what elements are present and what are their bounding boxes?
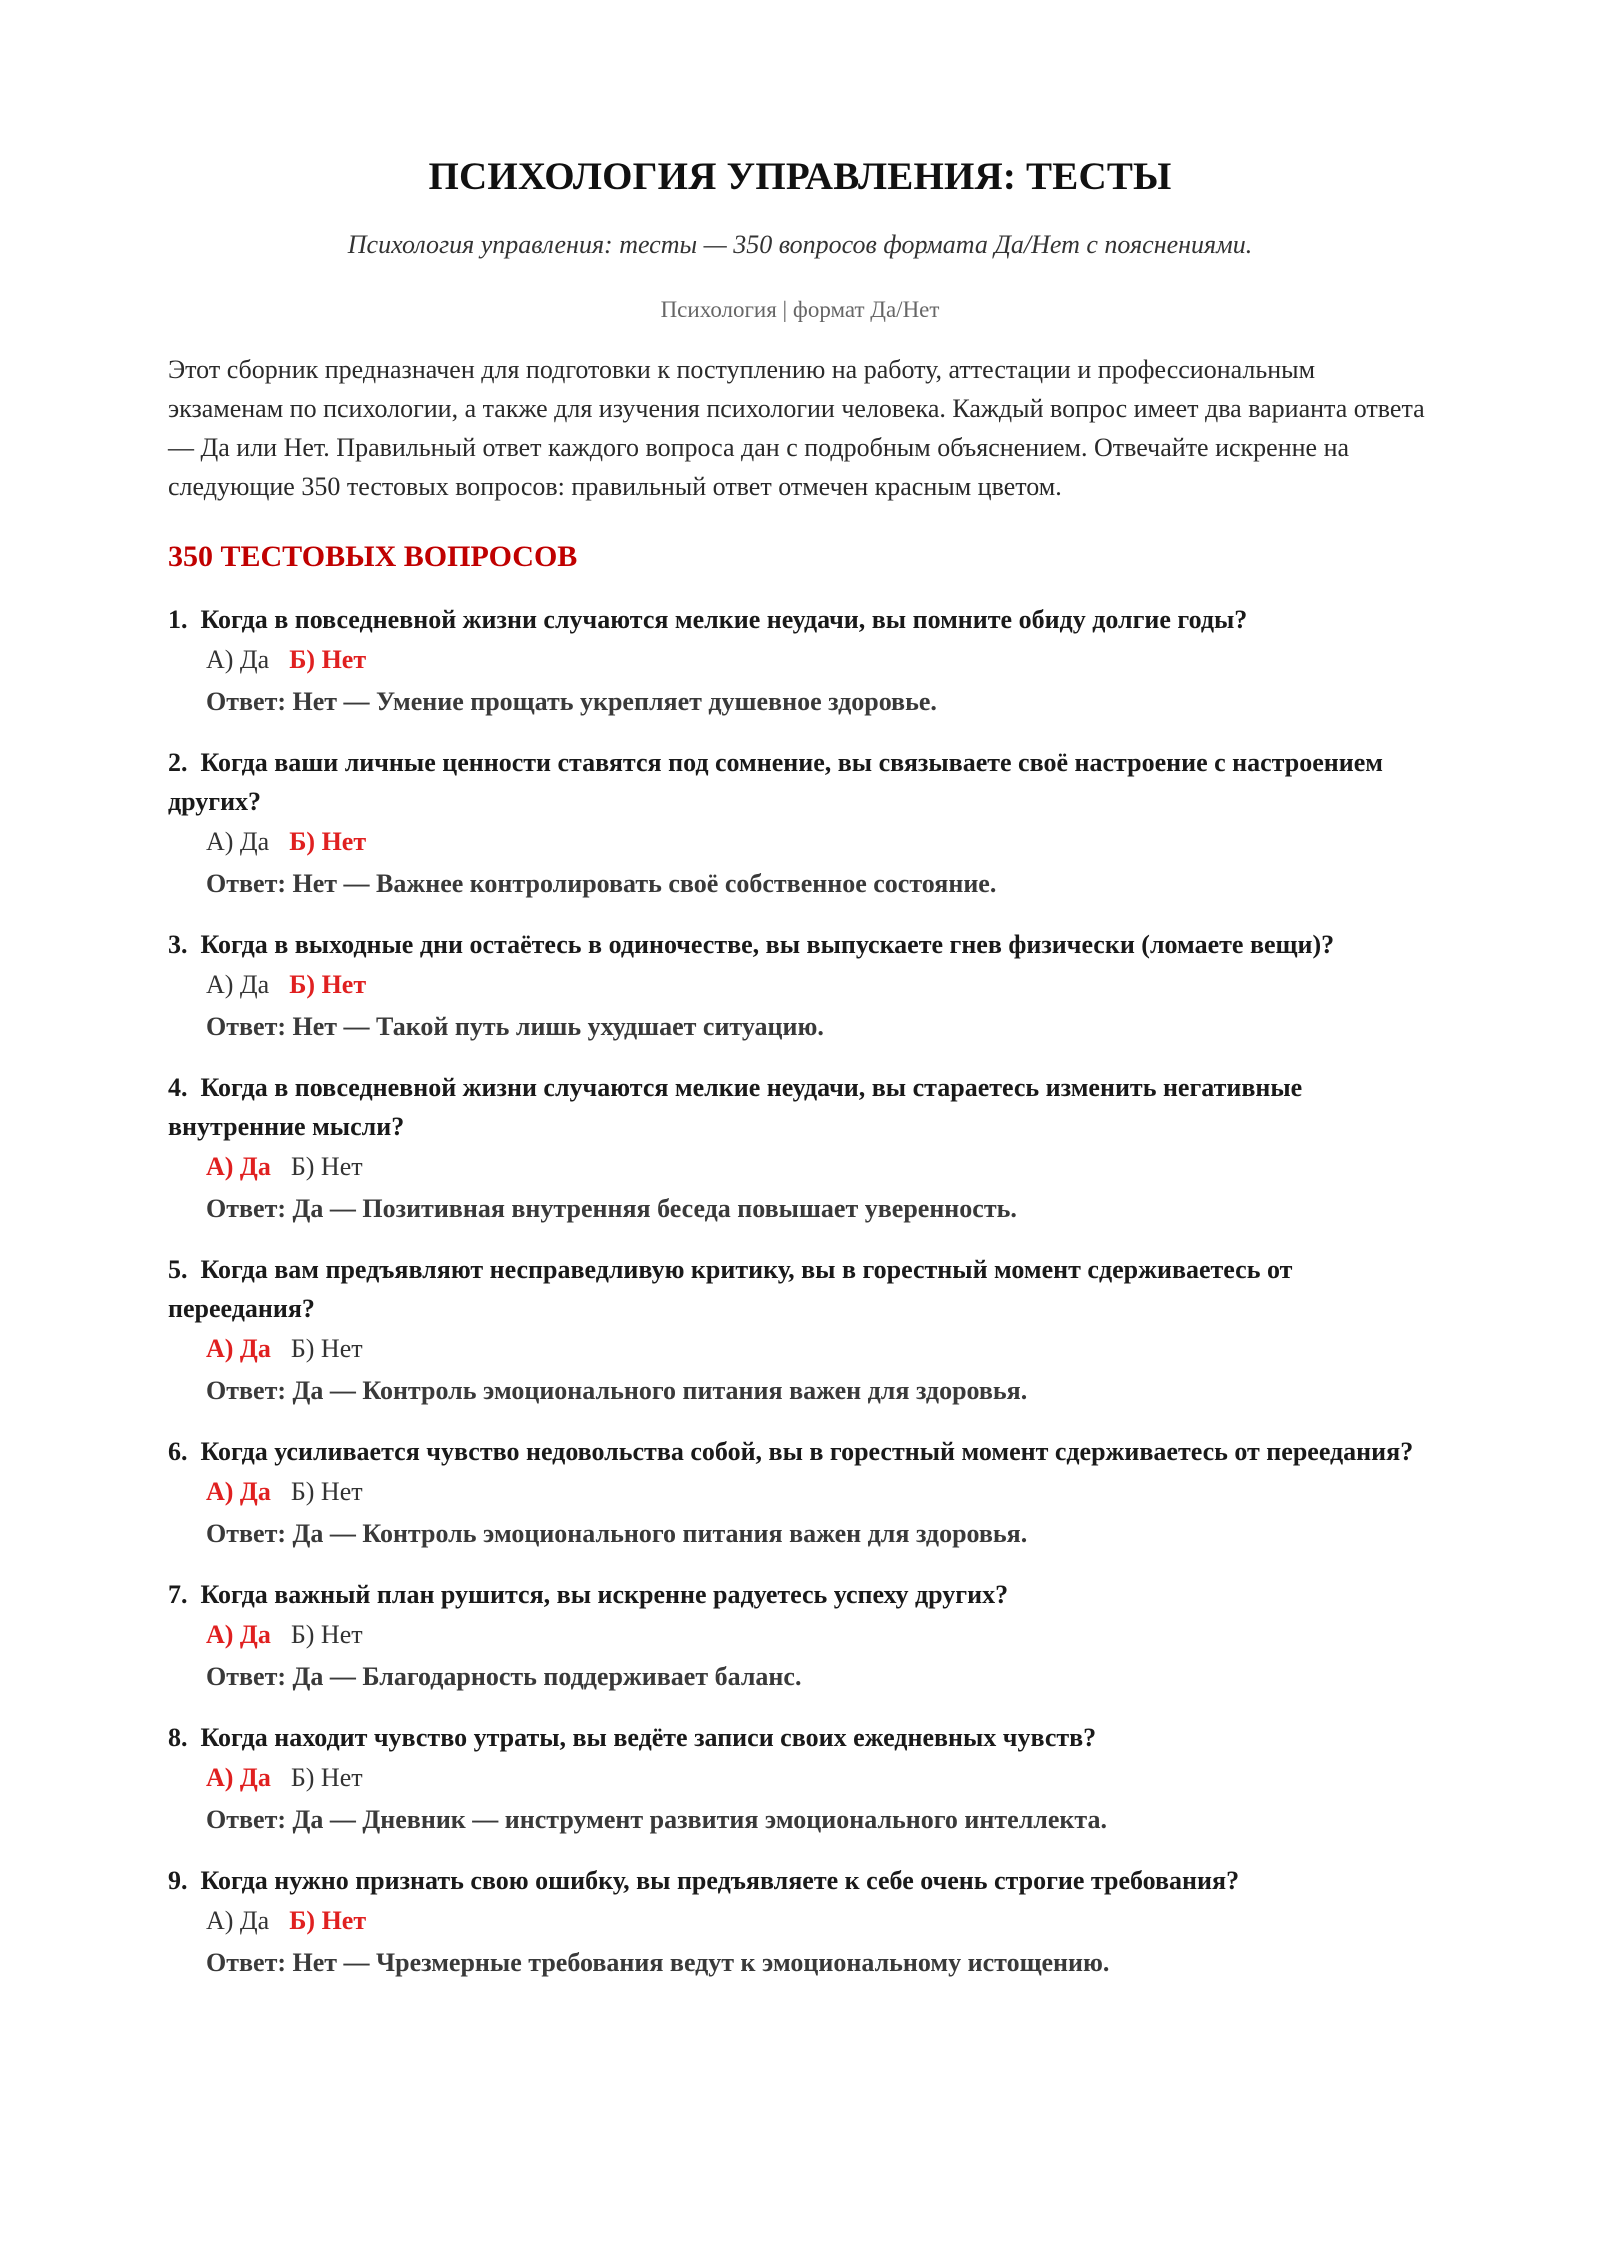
question-body: Когда нужно признать свою ошибку, вы предъявляете к себе очень строгие требования? (200, 1866, 1240, 1895)
answer-explanation: Ответ: Нет — Такой путь лишь ухудшает ситуацию. (206, 1012, 824, 1041)
answer-explanation: Ответ: Да — Позитивная внутренняя беседа повышает уверенность. (206, 1194, 1017, 1223)
question-number: 2. (168, 748, 188, 777)
question-item (168, 1068, 1432, 1230)
document-title: ПСИХОЛОГИЯ УПРАВЛЕНИЯ: ТЕСТЫ (428, 155, 1172, 198)
question-item (168, 1718, 1432, 1841)
question-number: 3. (168, 930, 188, 959)
option-a: А) Да (206, 645, 270, 674)
option-b: Б) Нет (290, 1477, 363, 1506)
question-item (168, 1575, 1432, 1698)
question-item (168, 1861, 1432, 1984)
option-b: Б) Нет (289, 827, 367, 856)
question-text (168, 1432, 1432, 1471)
question-item (168, 600, 1432, 723)
question-number: 5. (168, 1255, 188, 1284)
question-text (168, 743, 1432, 821)
question-number: 8. (168, 1723, 188, 1752)
option-b: Б) Нет (289, 645, 367, 674)
question-text (168, 1068, 1432, 1146)
question-body: Когда в выходные дни остаётесь в одиночестве, вы выпускаете гнев физически (ломаете вещи)? (200, 930, 1335, 959)
option-a: А) Да (206, 1906, 270, 1935)
options-row (168, 1146, 1432, 1188)
options-row (168, 1757, 1432, 1799)
answer-explanation: Ответ: Да — Контроль эмоционального питания важен для здоровья. (206, 1376, 1028, 1405)
option-b: Б) Нет (289, 970, 367, 999)
options-row (168, 639, 1432, 681)
question-body: Когда в повседневной жизни случаются мелкие неудачи, вы помните обиду долгие годы? (200, 605, 1248, 634)
document-page (168, 150, 1432, 2004)
option-b: Б) Нет (290, 1763, 363, 1792)
question-body: Когда вам предъявляют несправедливую критику, вы в горестный момент сдерживаетесь от переедания? (168, 1255, 1293, 1323)
options-row (168, 821, 1432, 863)
options-row (168, 964, 1432, 1006)
answer-explanation: Ответ: Нет — Умение прощать укрепляет душевное здоровье. (206, 687, 937, 716)
question-number: 4. (168, 1073, 188, 1102)
question-item (168, 1432, 1432, 1555)
section-heading: 350 ТЕСТОВЫХ ВОПРОСОВ (168, 540, 578, 573)
question-number: 1. (168, 605, 188, 634)
question-text (168, 925, 1432, 964)
question-number: 9. (168, 1866, 188, 1895)
option-b: Б) Нет (289, 1906, 367, 1935)
question-body: Когда усиливается чувство недовольства собой, вы в горестный момент сдерживаетесь от переедания? (200, 1437, 1414, 1466)
question-item (168, 743, 1432, 905)
question-text (168, 600, 1432, 639)
intro-paragraph: Этот сборник предназначен для подготовки к поступлению на работу, аттестации и профессиональным экзаменам по психологии, а также для изучения психологии человека. Каждый вопрос имеет два варианта ответа — Да или Нет. Правильный ответ каждого вопроса дан с подробным объяснением. Отвечайте искренне на следующие 350 тестовых вопросов: правильный ответ отмечен красным цветом. (168, 355, 1425, 501)
option-b: Б) Нет (290, 1334, 363, 1363)
question-list (168, 600, 1432, 1984)
answer-explanation: Ответ: Да — Контроль эмоционального питания важен для здоровья. (206, 1519, 1028, 1548)
question-text (168, 1718, 1432, 1757)
question-body: Когда важный план рушится, вы искренне радуетесь успеху других? (200, 1580, 1009, 1609)
question-text (168, 1861, 1432, 1900)
question-number: 6. (168, 1437, 188, 1466)
document-meta: Психология | формат Да/Нет (660, 297, 940, 322)
question-text (168, 1575, 1432, 1614)
option-b: Б) Нет (290, 1620, 363, 1649)
option-a: А) Да (206, 1334, 271, 1363)
question-body: Когда в повседневной жизни случаются мелкие неудачи, вы стараетесь изменить негативные внутренние мысли? (168, 1073, 1303, 1141)
option-b: Б) Нет (290, 1152, 363, 1181)
options-row (168, 1471, 1432, 1513)
option-a: А) Да (206, 1152, 271, 1181)
document-subtitle: Психология управления: тесты — 350 вопросов формата Да/Нет с пояснениями. (347, 230, 1253, 259)
question-item (168, 925, 1432, 1048)
question-item (168, 1250, 1432, 1412)
option-a: А) Да (206, 970, 270, 999)
option-a: А) Да (206, 827, 270, 856)
answer-explanation: Ответ: Да — Дневник — инструмент развития эмоционального интеллекта. (206, 1805, 1107, 1834)
answer-explanation: Ответ: Нет — Чрезмерные требования ведут к эмоциональному истощению. (206, 1948, 1110, 1977)
option-a: А) Да (206, 1763, 271, 1792)
option-a: А) Да (206, 1477, 271, 1506)
option-a: А) Да (206, 1620, 271, 1649)
question-text (168, 1250, 1432, 1328)
options-row (168, 1900, 1432, 1942)
answer-explanation: Ответ: Нет — Важнее контролировать своё собственное состояние. (206, 869, 997, 898)
answer-explanation: Ответ: Да — Благодарность поддерживает баланс. (206, 1662, 802, 1691)
options-row (168, 1328, 1432, 1370)
question-number: 7. (168, 1580, 188, 1609)
options-row (168, 1614, 1432, 1656)
question-body: Когда ваши личные ценности ставятся под сомнение, вы связываете своё настроение с настроением других? (168, 748, 1383, 816)
question-body: Когда находит чувство утраты, вы ведёте записи своих ежедневных чувств? (200, 1723, 1097, 1752)
